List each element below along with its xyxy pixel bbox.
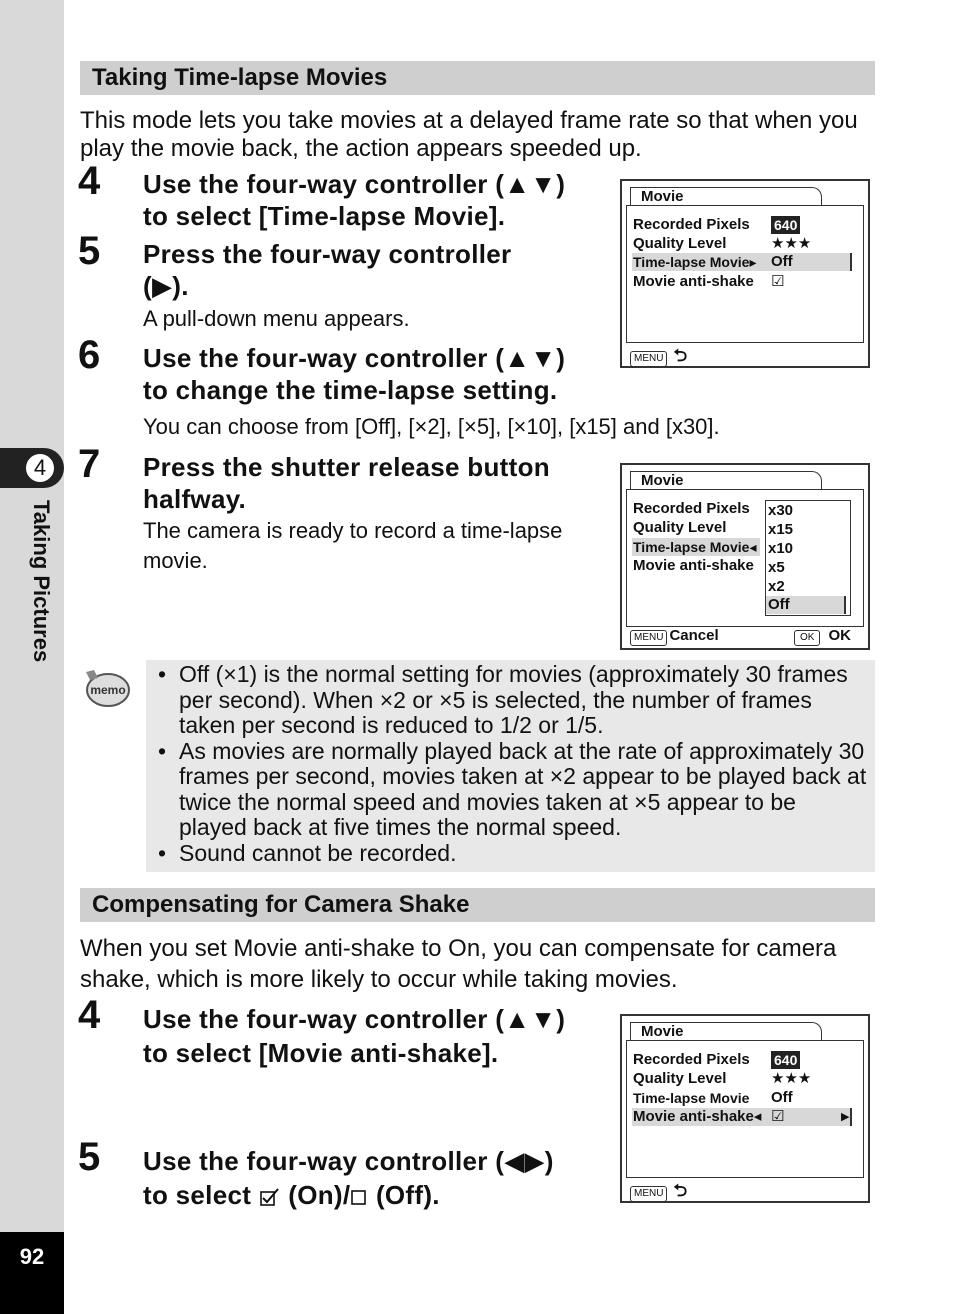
pulldown-option: x30 xyxy=(768,502,794,519)
screen-footer-ok xyxy=(794,627,851,646)
menu-row-label: Movie anti-shake◂ xyxy=(633,1108,762,1125)
step-title xyxy=(143,1002,603,1070)
menu-row-label: Time-lapse Movie◂ xyxy=(633,539,757,555)
screen-tab: Movie xyxy=(630,471,822,489)
pulldown-option: x5 xyxy=(768,559,785,576)
menu-key-icon: MENU xyxy=(630,351,667,367)
step-title-text: to select xyxy=(143,1180,252,1210)
screen-menu-panel xyxy=(626,205,864,343)
memo-item: • As movies are normally played back at the rate of approximately 30 frames per second, movies taken at ×2 appear to be played back at twice the normal speed and movies taken at ×5 appear to be played back at five times the normal speed. xyxy=(158,739,868,841)
section-heading-time-lapse: Taking Time-lapse Movies xyxy=(80,61,875,95)
step-number: 4 xyxy=(78,993,101,1037)
section-intro-time-lapse: This mode lets you take movies at a delayed frame rate so that when you play the movie back, the action appears speeded up. xyxy=(80,107,858,162)
pulldown-option: x10 xyxy=(768,540,794,557)
check-on-icon xyxy=(259,1187,281,1207)
back-arrow-icon: ⮌ xyxy=(673,346,688,365)
screen-menu-panel xyxy=(626,489,864,627)
back-arrow-icon: ⮌ xyxy=(673,1181,688,1200)
menu-row-label: Movie anti-shake xyxy=(633,273,754,290)
step-title-line: Use the four-way controller (▲▼) xyxy=(143,343,566,373)
chapter-title: Taking Pictures xyxy=(29,500,54,663)
checkbox-icon: ☑ xyxy=(771,1108,785,1125)
menu-key-icon: MENU xyxy=(630,630,667,646)
menu-row-label: Recorded Pixels xyxy=(633,500,750,517)
intro-line: shake, which is more likely to occur while taking movies. xyxy=(80,966,678,993)
step-title-line xyxy=(143,1178,603,1212)
camera-screen-anti-shake-select xyxy=(620,1014,870,1203)
step-title xyxy=(143,451,603,515)
camera-screen-time-lapse-options xyxy=(620,463,870,650)
menu-row-label: Quality Level xyxy=(633,1070,727,1087)
checkbox-icon: ☑ xyxy=(771,273,785,290)
section-intro-camera-shake xyxy=(80,933,880,995)
step-title xyxy=(143,1144,603,1212)
cancel-label: Cancel xyxy=(669,627,719,644)
menu-row-label: Quality Level xyxy=(633,235,727,252)
step-title-line: to select [Time-lapse Movie]. xyxy=(143,201,506,231)
screen-tab: Movie xyxy=(630,1022,822,1040)
screen-footer xyxy=(630,1178,687,1207)
step-title-line: Press the four-way controller xyxy=(143,239,512,269)
pulldown-option-selected: Off xyxy=(766,596,846,614)
box-off-icon xyxy=(350,1188,368,1206)
step-number: 4 xyxy=(78,159,101,203)
menu-row-value: Off xyxy=(771,1089,793,1106)
menu-row-selected xyxy=(633,1108,851,1126)
right-arrow-icon: ▶ xyxy=(841,1111,850,1123)
menu-row-label: Quality Level xyxy=(633,519,727,536)
menu-key-icon: MENU xyxy=(630,1186,667,1202)
memo-item: • Sound cannot be recorded. xyxy=(158,841,868,867)
screen-tab: Movie xyxy=(630,187,822,205)
memo-list xyxy=(158,662,868,866)
ok-label: OK xyxy=(828,627,851,644)
pulldown-option: x2 xyxy=(768,578,785,595)
step-title-text: (Off). xyxy=(375,1180,440,1210)
page-number: 92 xyxy=(19,1244,45,1269)
step-title-line: to select [Movie anti-shake]. xyxy=(143,1038,499,1068)
menu-row-label: Movie anti-shake xyxy=(633,557,754,574)
step-title xyxy=(143,168,603,232)
step-title xyxy=(143,342,603,406)
pixels-badge: 640 xyxy=(771,1051,800,1069)
step-title-line: halfway. xyxy=(143,484,247,514)
camera-screen-time-lapse-select xyxy=(620,179,870,368)
step-title-line: Use the four-way controller (▲▼) xyxy=(143,169,566,199)
step-title-line: to change the time-lapse setting. xyxy=(143,375,558,405)
stars-value: ★★★ xyxy=(771,1070,812,1087)
pulldown-option: x15 xyxy=(768,521,794,538)
step-body-line: movie. xyxy=(143,548,208,573)
intro-line: When you set Movie anti-shake to On, you can compensate for camera xyxy=(80,935,837,962)
menu-row-label: Time-lapse Movie xyxy=(633,1090,750,1106)
section-heading-camera-shake: Compensating for Camera Shake xyxy=(80,888,875,922)
chapter-number: 4 xyxy=(24,452,56,484)
step-title-line: Press the shutter release button xyxy=(143,452,550,482)
memo-icon-label: memo xyxy=(90,683,126,697)
menu-row-label: Recorded Pixels xyxy=(633,216,750,233)
pulldown-menu xyxy=(765,500,851,616)
screen-footer xyxy=(630,627,719,646)
step-body xyxy=(143,516,562,576)
step-title-line: (▶). xyxy=(143,271,189,301)
step-number: 5 xyxy=(78,229,101,273)
step-body-line: The camera is ready to record a time-lapse xyxy=(143,518,563,543)
menu-row-label: Time-lapse Movie▸ xyxy=(633,254,757,270)
step-body: A pull-down menu appears. xyxy=(143,306,410,331)
pixels-badge: 640 xyxy=(771,216,800,234)
menu-row-label: Recorded Pixels xyxy=(633,1051,750,1068)
step-title-line: Use the four-way controller (▲▼) xyxy=(143,1004,566,1034)
menu-row-value: Off xyxy=(771,253,793,270)
step-number: 7 xyxy=(78,442,101,486)
ok-key-icon: OK xyxy=(794,630,820,646)
memo-item: • Off (×1) is the normal setting for movies (approximately 30 frames per second). When ×2 or ×5 is selected, the number of frames taken per second is reduced to 1/2 or 1/5. xyxy=(158,662,868,739)
screen-menu-panel xyxy=(626,1040,864,1178)
step-number: 5 xyxy=(78,1135,101,1179)
step-number: 6 xyxy=(78,333,101,377)
step-title-text: (On)/ xyxy=(288,1180,351,1210)
stars-value: ★★★ xyxy=(771,235,812,252)
step-title xyxy=(143,238,603,302)
memo-icon xyxy=(84,668,130,708)
screen-footer xyxy=(630,343,687,372)
step-body: You can choose from [Off], [×2], [×5], [×10], [x15] and [x30]. xyxy=(143,414,720,439)
step-title-line: Use the four-way controller (◀▶) xyxy=(143,1146,554,1176)
